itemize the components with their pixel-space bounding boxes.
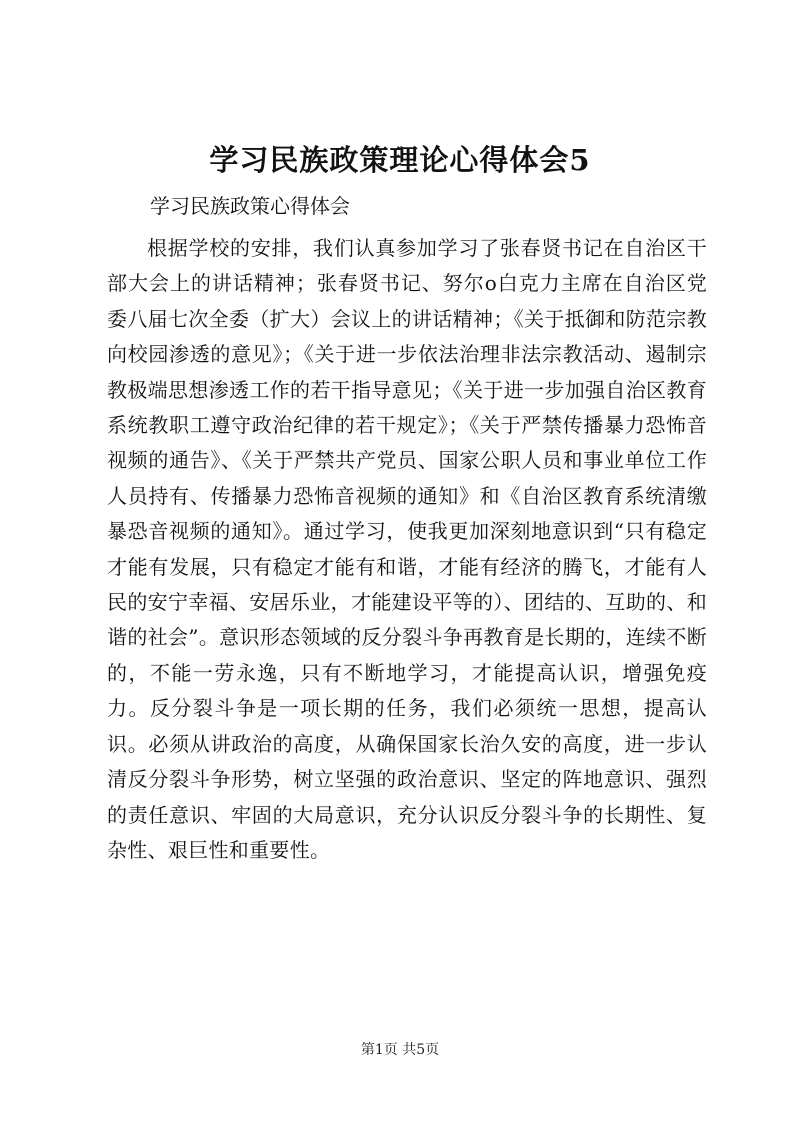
page-title: 学习民族政策理论心得体会5 [209, 143, 591, 177]
body-paragraph: 根据学校的安排，我们认真参加学习了张春贤书记在自治区干部大会上的讲话精神；张春贤书记、努尔o白克力主席在自治区党委八届七次全委（扩大）会议上的讲话精神；《关于抵御和防范宗教向校园渗透的意见》；《关于进一步依法治理非法宗教活动、遏制宗教极端思想渗透工作的若干指导意见；《关于进一步加强自治区教育系统教职工遵守政治纪律的若干规定》；《关于严禁传播暴力恐怖音视频的通告》、《关于严禁共产党员、国家公职人员和事业单位工作人员持有、传播暴力恐怖音视频的通知》和《自治区教育系统清缴暴恐音视频的通知》。通过学习，使我更加深刻地意识到“只有稳定才能有发展，只有稳定才能有和谐，才能有经济的腾飞，才能有人民的安宁幸福、安居乐业，才能建设平等的）、团结的、互助的、和谐的社会”。意识形态领域的反分裂斗争再教育是长期的，连续不断的，不能一劳永逸，只有不断地学习，才能提高认识，增强免疫力。反分裂斗争是一项长期的任务，我们必须统一思想，提高认识。必须从讲政治的高度，从确保国家长治久安的高度，进一步认清反分裂斗争形势，树立坚强的政治意识、坚定的阵地意识、强烈的责任意识、牢固的大局意识，充分认识反分裂斗争的长期性、复杂性、艰巨性和重要性。 [107, 236, 707, 862]
document-subtitle: 学习民族政策心得体会 [150, 194, 350, 218]
page-footer: 第1页 共5页 [360, 1042, 440, 1058]
